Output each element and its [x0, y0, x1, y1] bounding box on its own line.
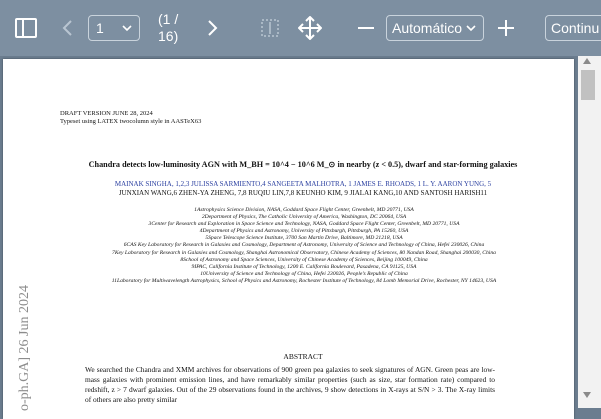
page-count-line2: 16) — [158, 28, 179, 44]
sidebar-toggle-icon — [14, 16, 38, 40]
scroll-down-arrow-icon[interactable] — [583, 392, 591, 398]
chevron-down-icon — [465, 22, 477, 34]
affiliation: 9IPAC, California Institute of Technology, 1200 E. California Boulevard, Pasadena, CA 91125, USA — [191, 263, 417, 270]
affiliations — [48, 207, 560, 285]
zoom-value: Automático — [392, 20, 463, 36]
previous-page-button[interactable] — [54, 14, 82, 42]
affiliation: 4Department of Physics and Astronomy, University of Pittsburgh, Pittsburgh, PA 15260, USA — [199, 228, 409, 235]
sidebar-toggle-button[interactable] — [12, 14, 40, 42]
zoom-out-button[interactable] — [352, 14, 380, 42]
paper-title: Chandra detects low-luminosity AGN with M_BH = 10^4 − 10^6 M_⊙ in nearby (z < 0.5), dwarf and star-forming galaxies — [88, 160, 518, 169]
affiliation: 7Key Laboratory for Research in Galaxies and Cosmology, Shanghai Astronomical Observatory, Chinese Academy of Sciences, 80 Nandan Road, Shanghai 200030, China — [112, 249, 496, 256]
arxiv-stamp: o-ph.GA] 26 Jun 2024 — [17, 285, 32, 411]
page-count-line1: (1 / — [158, 11, 179, 27]
draft-version: DRAFT VERSION JUNE 28, 2024 — [60, 110, 153, 117]
chevron-left-icon — [60, 18, 76, 38]
zoom-in-button[interactable] — [492, 14, 520, 42]
affiliation: 11Laboratory for Multiwavelength Astrophysics, School of Physics and Astronomy, Rochester Institute of Technology, 84 Lomb Memorial Drive, Rochester, NY 14623, USA — [111, 277, 497, 284]
affiliation: 6CAS Key Laboratory for Research in Galaxies and Cosmology, Department of Astronomy, University of Science and Technology of China, Hefei 230026, China — [123, 242, 485, 249]
affiliation: 10University of Science and Technology of China, Hefei 230026, People’s Republic of China — [200, 270, 408, 277]
plus-icon — [496, 18, 516, 38]
next-page-button[interactable] — [198, 14, 226, 42]
typeset-note: Typeset using LATEX twocolumn style in AASTeX63 — [60, 118, 202, 125]
abstract-text: We searched the Chandra and XMM archives for observations of 900 green pea galaxies to seek signatures of AGN. Green peas are low-mass galaxies with prominent emission lines, and have remarkably similar properties (such as size, star formation rate) compared to redshift, z > 7 dwarf galaxies. Out of the 29 observations found in the archives, 9 show detections in X-rays at S/N > 3. The X-ray limits of others are also pretty similar — [85, 365, 495, 404]
vertical-scrollbar[interactable] — [578, 56, 601, 408]
authors-line-2: JUNXIAN WANG,6 ZHEN-YA ZHENG, 7,8 RUQIU LIN,7,8 KEUNHO KIM, 9 JIALAI KANG,10 AND SANTOSH HARISH11 — [118, 189, 488, 197]
affiliation: 8School of Astronomy and Space Sciences, University of Chinese Academy of Sciences, Beijing 100049, China — [180, 256, 428, 263]
continue-button[interactable]: Continu — [545, 15, 601, 41]
author-list — [43, 180, 563, 198]
text-select-icon — [259, 17, 281, 39]
abstract-heading: ABSTRACT — [283, 352, 323, 361]
draft-header — [60, 110, 201, 126]
pan-tool-button[interactable] — [296, 14, 324, 42]
authors-line-1: MAINAK SINGHA, 1,2,3 JULISSA SARMIENTO,4 SANGEETA MALHOTRA, 1 JAMES E. RHOADS, 1 L. Y. AARON YUNG, 5 — [114, 180, 492, 188]
move-icon — [298, 16, 322, 40]
pdf-toolbar — [0, 0, 601, 56]
affiliation: 5Space Telescope Science Institute, 3700 San Martin Drive, Baltimore, MD 21218, USA — [205, 235, 403, 242]
text-select-button[interactable] — [256, 14, 284, 42]
scroll-up-arrow-icon[interactable] — [583, 58, 591, 64]
chevron-right-icon — [204, 18, 220, 38]
pdf-page — [3, 59, 574, 419]
chevron-down-icon — [121, 22, 133, 34]
page-count — [158, 11, 188, 45]
scrollbar-thumb[interactable] — [581, 70, 595, 100]
document-viewer[interactable] — [0, 56, 578, 411]
affiliation: 2Department of Physics, The Catholic University of America, Washington, DC 20064, USA — [201, 214, 407, 221]
minus-icon — [356, 18, 376, 38]
page-number-value: 1 — [96, 20, 104, 36]
zoom-select[interactable] — [386, 15, 484, 41]
affiliation: 1Astrophysics Science Division, NASA, Goddard Space Flight Center, Greenbelt, MD 20771, USA — [194, 207, 414, 213]
page-number-select[interactable] — [88, 15, 140, 41]
affiliation: 3Center for Research and Exploration in Space Science and Technology, NASA, Goddard Space Flight Center, Greenbelt, MD 20771, USA — [148, 221, 460, 228]
